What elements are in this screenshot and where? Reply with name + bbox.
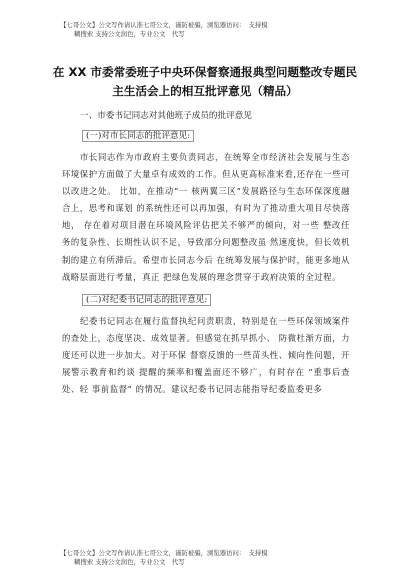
top-banner-line2: 糊搜索 支持公文润色，专业公文 代写 <box>74 30 185 38</box>
paragraph-mayor: 市长同志作为市政府主要负责同志，在统筹全市经济社会发展与生态环境保护方面做了大量卓有成效的工作。但从更高标准来看,还存在一些可以改进之处。 比如，在推动“一 核两翼三区”发展路径与生态环保深度融合上，思考和谋划 的系统性还可以再加强，有时为了推动重大项目尽快落地， 存在着对项目潜在环境风险评估把关不够严的倾向，对一些 整改任务的复杂性、长期性认识不足，导致部分问题整改虽 然速度快，但长效机制的建立有所滞后。希望市长同志今后 在统筹发展与保护时，能更多地从战略层面进行考量，真正 把绿色发展的理念贯穿于政府决策的全过程。 <box>62 152 350 282</box>
section-heading: 一、市委书记同志对其他班子成员的批评意见 <box>80 111 252 121</box>
paragraph-discipline: 纪委书记同志在履行监督执纪问责职责，特别是在一些环保领域案件的查处上，态度坚决、成效显著。但感觉在抓早抓小、 防微杜渐方面，力度还可以进一步加大。对于环保 督察反馈的一些苗头性、倾向性问题，开展警示教育和约谈 提醒的频率和覆盖面还不够广，有时存在 “重事后查处、轻 事前监督” 的情况。建议纪委书记同志能指导纪委监委更多 <box>62 315 350 395</box>
bottom-banner-line2: 糊搜索 支持公文润色，专业公文 代写 <box>74 558 185 566</box>
subsection-heading-mayor <box>62 128 350 145</box>
subsection-heading-discipline-text: (二)对纪委书记同志的批评意见: <box>82 294 211 306</box>
document-body <box>62 108 350 404</box>
top-banner <box>60 21 350 39</box>
document-title: 在 XX 市委常委班子中央环保督察通报典型问题整改专题民 主生活会上的相互批评意见（精品） <box>52 65 358 98</box>
top-banner-line1: 【七哥公文】公文写作请认准七哥公文，谨防被骗，浏览器访问： 支持模 <box>60 21 268 29</box>
bottom-banner <box>60 549 350 567</box>
subsection-heading-mayor-text: (一)对市长同志的批评意见: <box>82 130 194 142</box>
bottom-banner-line1: 【七哥公文】公文写作请认准七哥公文，谨防被骗，浏览器访问： 支持模 <box>60 549 268 557</box>
subsection-heading-discipline <box>62 292 350 309</box>
